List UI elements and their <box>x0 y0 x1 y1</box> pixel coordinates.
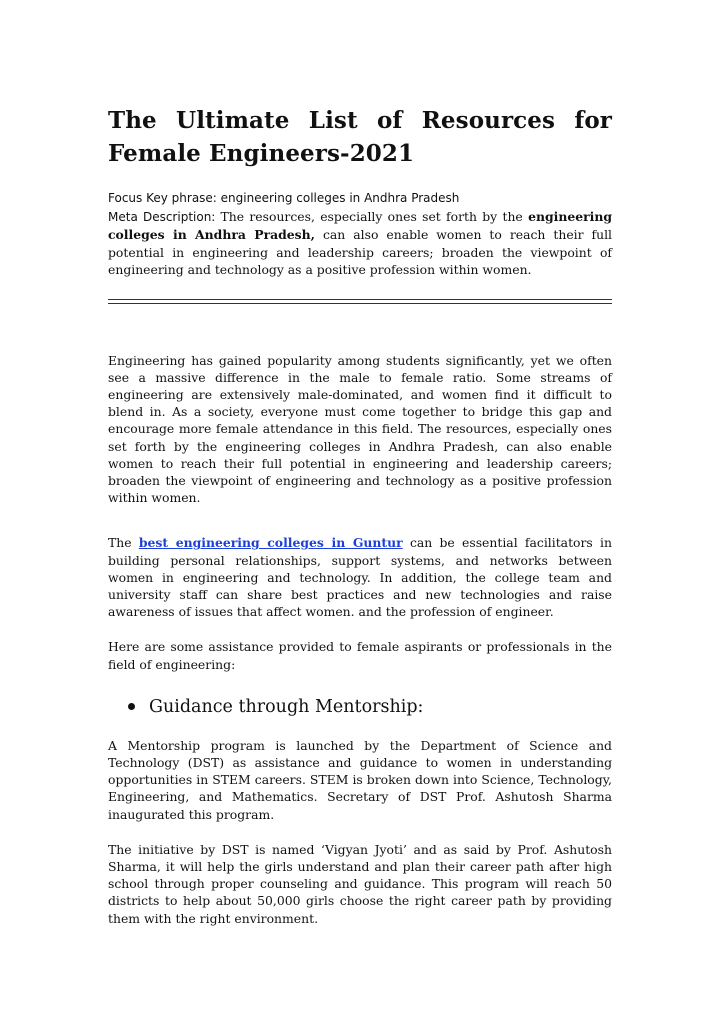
para2-post: can be essential facilitators in building personal relationships, support systems, and networks between women in engineering and technology. In addition, the college team and university staff can share best practices and new technologies and raise awareness of issues that affect women. and the profession of engineer. <box>108 535 612 620</box>
meta-description <box>108 208 612 279</box>
meta-bold-phrase: engineering colleges in Andhra Pradesh, <box>108 208 613 242</box>
document-title: The Ultimate List of Resources for Female Engineers-2021 <box>108 107 612 167</box>
paragraph-vigyan-jyoti: The initiative by DST is named ‘Vigyan Jyoti’ and as said by Prof. Ashutosh Sharma, it will help the girls understand and plan their career path after high school through proper counseling and guidance. This program will reach 50 districts to help about 50,000 girls choose the right career path by providing them with the right environment. <box>108 841 612 926</box>
bullet-mentorship <box>128 695 612 719</box>
bullet-dot-icon <box>128 703 135 710</box>
paragraph-guntur <box>108 534 612 620</box>
focus-key-phrase: Focus Key phrase: engineering colleges in Andhra Pradesh <box>108 191 460 205</box>
paragraph-mentorship: A Mentorship program is launched by the Department of Science and Technology (DST) as assistance and guidance to women in understanding opportunities in STEM careers. STEM is broken down into Science, Technology, Engineering, and Mathematics. Secretary of DST Prof. Ashutosh Sharma inaugurated this program. <box>108 737 612 822</box>
meta-text-2: can also enable women to reach their full potential in engineering and leadership careers; broaden the viewpoint of engineering and technology as a positive profession within women. <box>108 227 613 277</box>
meta-block <box>108 190 612 279</box>
double-rule-divider <box>108 299 612 304</box>
meta-label: Meta Description: <box>108 209 221 224</box>
paragraph-assistance: Here are some assistance provided to female aspirants or professionals in the field of engineering: <box>108 639 612 672</box>
paragraph-intro: Engineering has gained popularity among students significantly, yet we often see a massive difference in the male to female ratio. Some streams of engineering are extensively male-dominated, and women find it difficult to blend in. As a society, everyone must come together to bridge this gap and encourage more female attendance in this field. The resources, especially ones set forth by the engineering colleges in Andhra Pradesh, can also enable women to reach their full potential in engineering and leadership careers; broaden the viewpoint of engineering and technology as a positive profession within women. <box>108 352 612 506</box>
bullet-mentorship-label: Guidance through Mentorship: <box>149 696 424 717</box>
meta-text-1: The resources, especially ones set forth by the <box>220 208 529 224</box>
guntur-colleges-link[interactable]: best engineering colleges in Guntur <box>138 535 403 551</box>
para2-pre: The <box>108 535 139 551</box>
